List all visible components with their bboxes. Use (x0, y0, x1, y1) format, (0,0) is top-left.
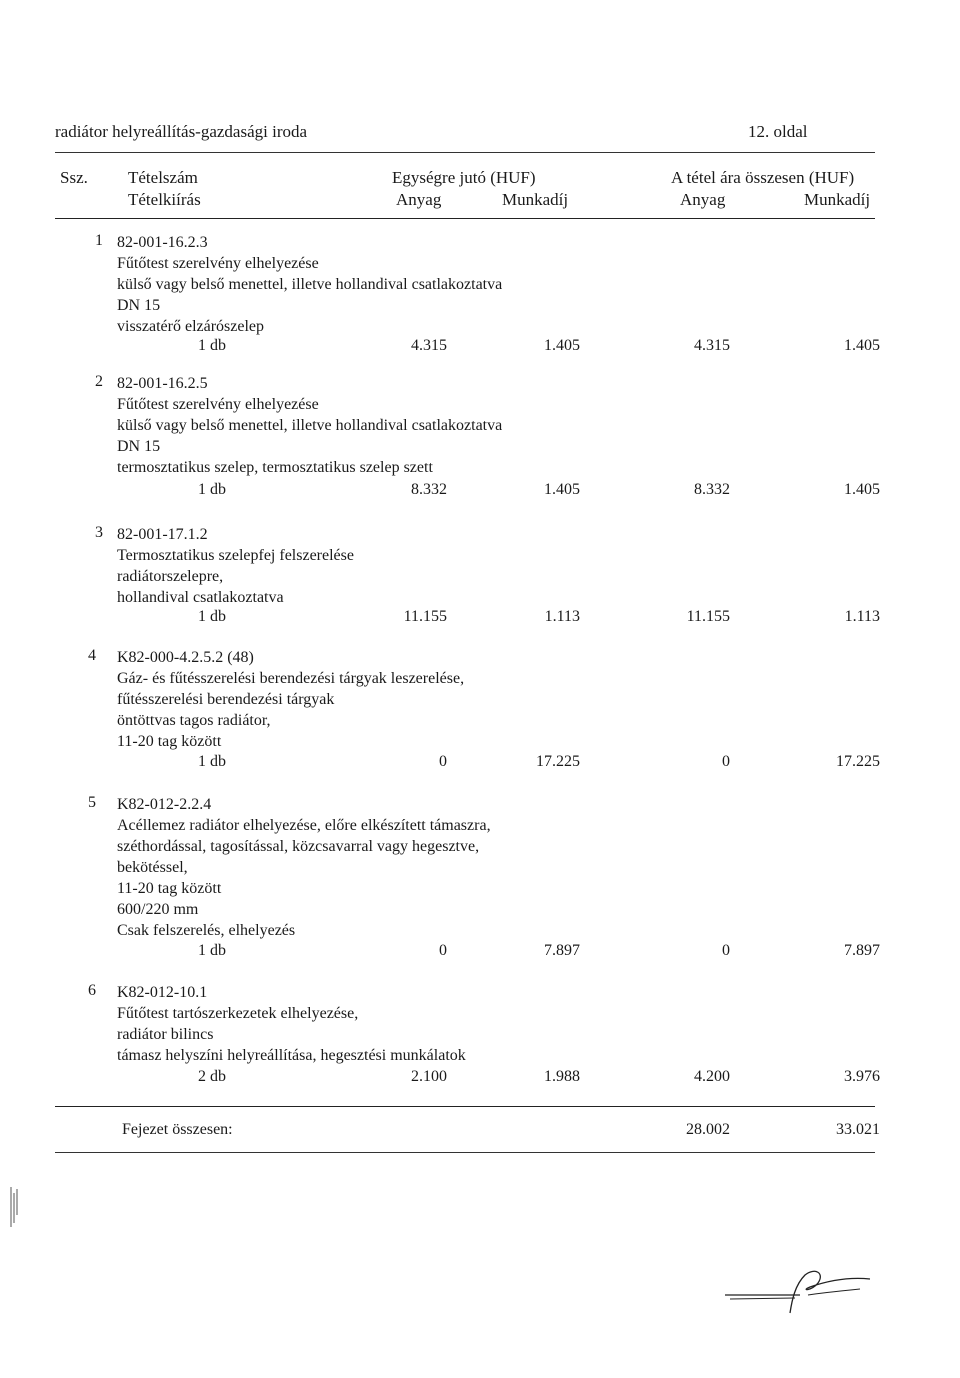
item-total-munkadij: 1.405 (844, 337, 880, 354)
col-total-munkadij: Munkadíj (804, 190, 871, 209)
item-desc-line: termosztatikus szelep, termosztatikus szelep szett (117, 459, 433, 476)
item-unit-anyag: 4.315 (411, 337, 447, 354)
item-desc-line: DN 15 (117, 297, 161, 314)
item-qty: 1 db (198, 942, 226, 959)
item-unit-anyag: 11.155 (403, 608, 447, 625)
item-desc-line: Fűtőtest tartószerkezetek elhelyezése, (117, 1005, 359, 1022)
item-unit-munkadij: 7.897 (544, 942, 580, 959)
item-qty: 1 db (198, 337, 226, 354)
item-total-munkadij: 1.405 (844, 481, 880, 498)
col-total-group: A tétel ára összesen (HUF) (671, 168, 855, 187)
header-rule (55, 152, 875, 153)
item-desc-line: külső vagy belső menettel, illetve hollandival csatlakoztatva (117, 417, 503, 434)
item-total-munkadij: 17.225 (836, 753, 880, 770)
item-unit-munkadij: 1.405 (544, 481, 580, 498)
item-desc-line: 11-20 tag között (117, 880, 222, 897)
item-unit-anyag: 2.100 (411, 1068, 447, 1085)
item-ssz: 4 (88, 647, 96, 664)
item-desc-line: 11-20 tag között (117, 733, 222, 750)
item-qty: 1 db (198, 481, 226, 498)
item-qty: 1 db (198, 753, 226, 770)
item-desc-line: visszatérő elzárószelep (117, 318, 265, 335)
summary-bottom-rule (55, 1152, 875, 1153)
item-code: K82-012-10.1 (117, 984, 208, 1001)
item-unit-munkadij: 1.405 (544, 337, 580, 354)
summary-label: Fejezet összesen: (122, 1121, 233, 1138)
item-code: 82-001-16.2.5 (117, 375, 208, 392)
item-code: 82-001-16.2.3 (117, 234, 208, 251)
col-total-anyag: Anyag (680, 190, 726, 209)
item-total-anyag: 8.332 (694, 481, 730, 498)
item-ssz: 3 (95, 524, 103, 541)
col-unit-anyag: Anyag (396, 190, 442, 209)
item-desc-line: radiátor bilincs (117, 1026, 214, 1043)
item-desc-line: Termosztatikus szelepfej felszerelése (117, 547, 354, 564)
summary-total-munkadij: 33.021 (836, 1121, 880, 1138)
summary-top-rule (55, 1106, 875, 1107)
item-total-munkadij: 3.976 (844, 1068, 880, 1085)
scan-mark-icon (8, 1185, 20, 1230)
item-unit-anyag: 0 (439, 753, 447, 770)
item-desc-line: Fűtőtest szerelvény elhelyezése (117, 255, 319, 272)
item-total-anyag: 0 (722, 942, 730, 959)
item-desc-line: széthordással, tagosítással, közcsavarral vagy hegesztve, (117, 838, 480, 855)
item-total-munkadij: 1.113 (844, 608, 880, 625)
signature-icon (720, 1265, 880, 1315)
item-code: 82-001-17.1.2 (117, 526, 208, 543)
item-desc-line: külső vagy belső menettel, illetve hollandival csatlakoztatva (117, 276, 503, 293)
item-unit-munkadij: 1.113 (544, 608, 580, 625)
item-total-munkadij: 7.897 (844, 942, 880, 959)
item-total-anyag: 11.155 (686, 608, 730, 625)
item-unit-munkadij: 17.225 (536, 753, 580, 770)
item-desc-line: bekötéssel, (117, 859, 188, 876)
item-desc-line: 600/220 mm (117, 901, 199, 918)
item-qty: 1 db (198, 608, 226, 625)
item-unit-anyag: 0 (439, 942, 447, 959)
item-ssz: 1 (95, 232, 103, 249)
column-header-rule (55, 218, 875, 219)
summary-total-anyag: 28.002 (686, 1121, 730, 1138)
item-total-anyag: 0 (722, 753, 730, 770)
page-title: radiátor helyreállítás-gazdasági iroda (55, 122, 308, 141)
col-tetelkiiras: Tételkiírás (128, 190, 201, 209)
item-desc-line: támasz helyszíni helyreállítása, hegesztési munkálatok (117, 1047, 466, 1064)
item-ssz: 5 (88, 794, 96, 811)
item-qty: 2 db (198, 1068, 226, 1085)
item-desc-line: öntöttvas tagos radiátor, (117, 712, 271, 729)
col-ssz: Ssz. (60, 168, 88, 187)
col-tetelszam: Tételszám (128, 168, 198, 187)
item-total-anyag: 4.315 (694, 337, 730, 354)
item-desc-line: Acéllemez radiátor elhelyezése, előre elkészített támaszra, (117, 817, 491, 834)
item-desc-line: fűtésszerelési berendezési tárgyak (117, 691, 335, 708)
col-unit-munkadij: Munkadíj (502, 190, 569, 209)
item-desc-line: Fűtőtest szerelvény elhelyezése (117, 396, 319, 413)
col-unit-group: Egységre jutó (HUF) (392, 168, 536, 187)
item-desc-line: radiátorszelepre, (117, 568, 224, 585)
item-unit-anyag: 8.332 (411, 481, 447, 498)
item-code: K82-012-2.2.4 (117, 796, 212, 813)
item-desc-line: DN 15 (117, 438, 161, 455)
item-total-anyag: 4.200 (694, 1068, 730, 1085)
item-desc-line: Gáz- és fűtésszerelési berendezési tárgyak leszerelése, (117, 670, 465, 687)
item-desc-line: Csak felszerelés, elhelyezés (117, 922, 296, 939)
page-number: 12. oldal (748, 122, 808, 141)
item-ssz: 6 (88, 982, 96, 999)
item-desc-line: hollandival csatlakoztatva (117, 589, 284, 606)
item-unit-munkadij: 1.988 (544, 1068, 580, 1085)
item-code: K82-000-4.2.5.2 (48) (117, 649, 254, 666)
item-ssz: 2 (95, 373, 103, 390)
